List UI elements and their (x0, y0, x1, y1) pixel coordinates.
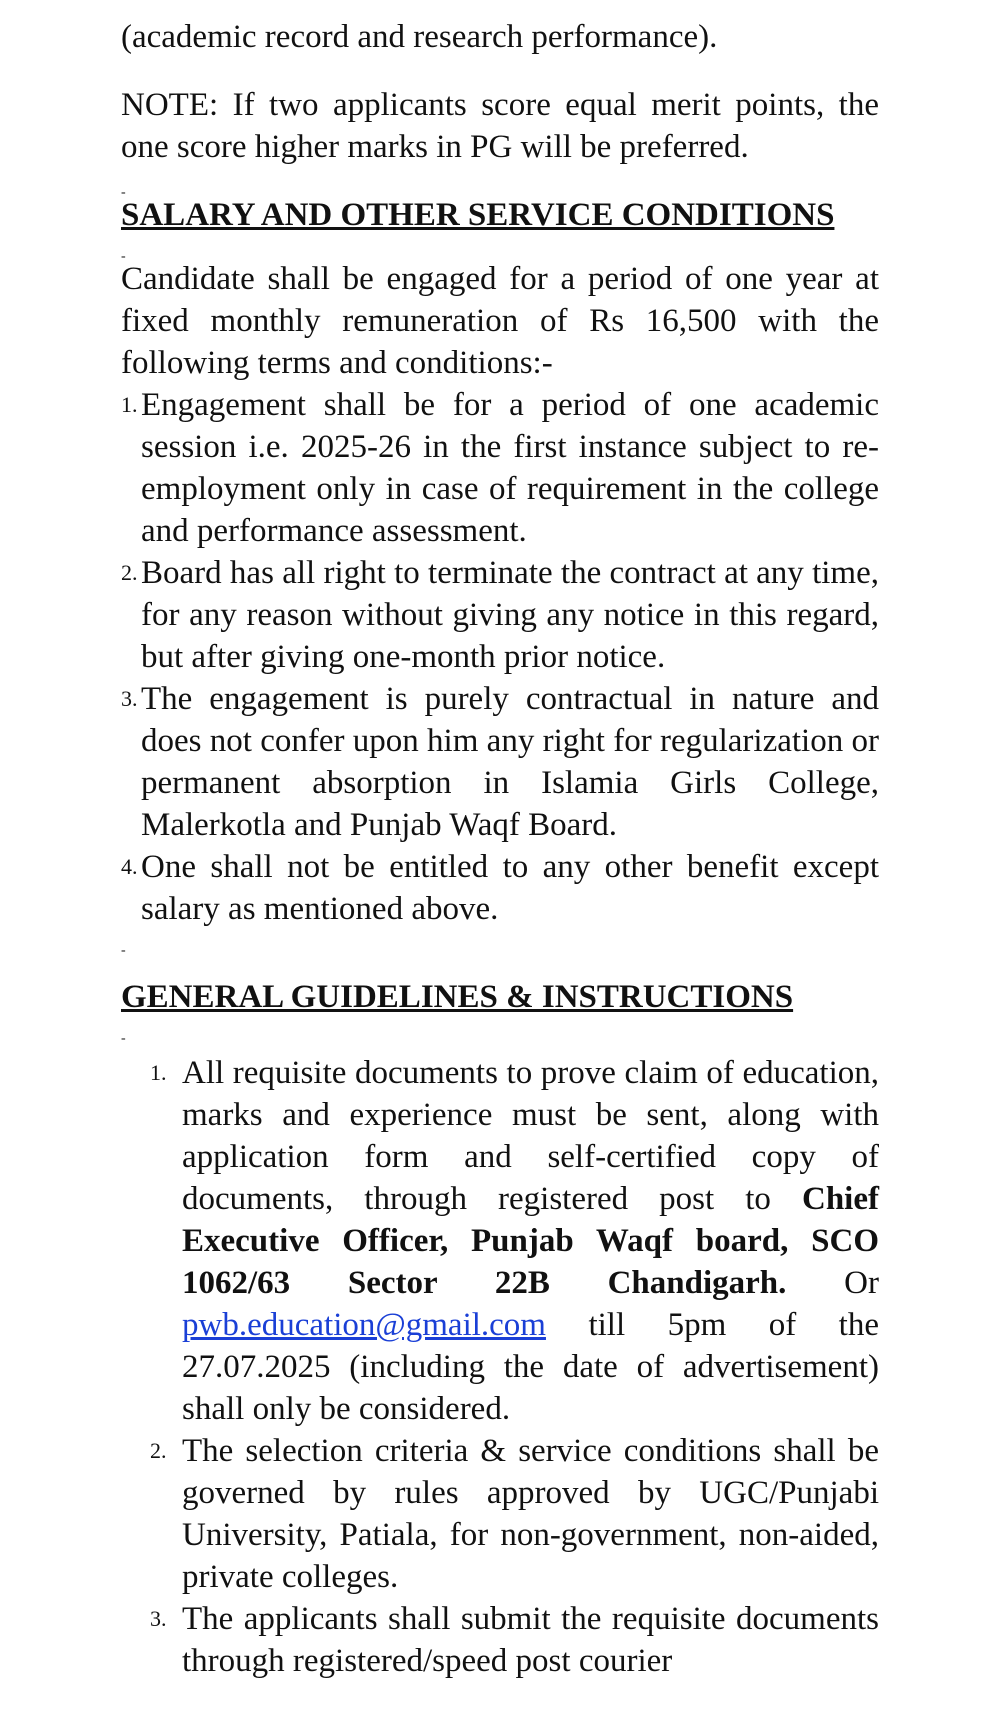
list-text: The engagement is purely contractual in nature and does not confer upon him any right for regularization or permanent absorption in Islamia Girls College, Malerkotla and Punjab Waqf Board. (141, 681, 879, 843)
guidelines-heading: GENERAL GUIDELINES & INSTRUCTIONS (121, 979, 794, 1015)
spacer-mark: - (121, 185, 126, 200)
note-paragraph: NOTE: If two applicants score equal merit points, the one score higher marks in PG will be preferred. (121, 87, 879, 165)
list-item (121, 552, 879, 678)
list-text: Engagement shall be for a period of one academic session i.e. 2025-26 in the first instance subject to re-employment only in case of requirement in the college and performance assessment. (141, 387, 879, 549)
list-text: The selection criteria & service conditions shall be governed by rules approved by UGC/Punjabi University, Patiala, for non-government, non-aided, private colleges. (182, 1433, 879, 1595)
address-bold: Chief Executive Officer, Punjab Waqf board, SCO 1062/63 Sector 22B Chandigarh. (182, 1181, 879, 1301)
list-item (121, 384, 879, 552)
list-item (121, 678, 879, 846)
spacer-mark: - (121, 1031, 126, 1046)
list-item (121, 1598, 879, 1682)
list-text: One shall not be entitled to any other benefit except salary as mentioned above. (141, 849, 879, 927)
salary-conditions-list (121, 384, 879, 930)
document-page (121, 0, 879, 1682)
list-number: 3. (150, 1606, 167, 1631)
list-number: 1. (150, 1060, 167, 1085)
list-item (121, 846, 879, 930)
spacer-mark: - (121, 249, 126, 264)
list-text: till 5pm of the 27.07.2025 (including the date of advertisement) shall only be considered. (182, 1307, 879, 1427)
email-link[interactable]: pwb.education@gmail.com (182, 1307, 546, 1343)
list-text: Or (786, 1265, 879, 1301)
list-item (121, 1052, 879, 1430)
list-number: 2. (121, 560, 138, 585)
list-text: Board has all right to terminate the contract at any time, for any reason without giving any notice in this regard, but after giving one-month prior notice. (141, 555, 879, 675)
list-number: 2. (150, 1438, 167, 1463)
list-number: 3. (121, 686, 138, 711)
spacer-mark: - (121, 943, 126, 958)
intro-tail: (academic record and research performance). (121, 19, 718, 55)
list-text: All requisite documents to prove claim of education, marks and experience must be sent, along with application form and self-certified copy of documents, through registered post to (182, 1055, 879, 1217)
salary-intro: Candidate shall be engaged for a period of one year at fixed monthly remuneration of Rs 16,500 with the following terms and conditions:- (121, 261, 879, 381)
list-text: The applicants shall submit the requisite documents through registered/speed post courier (182, 1601, 879, 1679)
list-item (121, 1430, 879, 1598)
list-number: 1. (121, 392, 138, 417)
list-number: 4. (121, 854, 138, 879)
guidelines-list (121, 1052, 879, 1682)
salary-heading: SALARY AND OTHER SERVICE CONDITIONS (121, 197, 835, 233)
